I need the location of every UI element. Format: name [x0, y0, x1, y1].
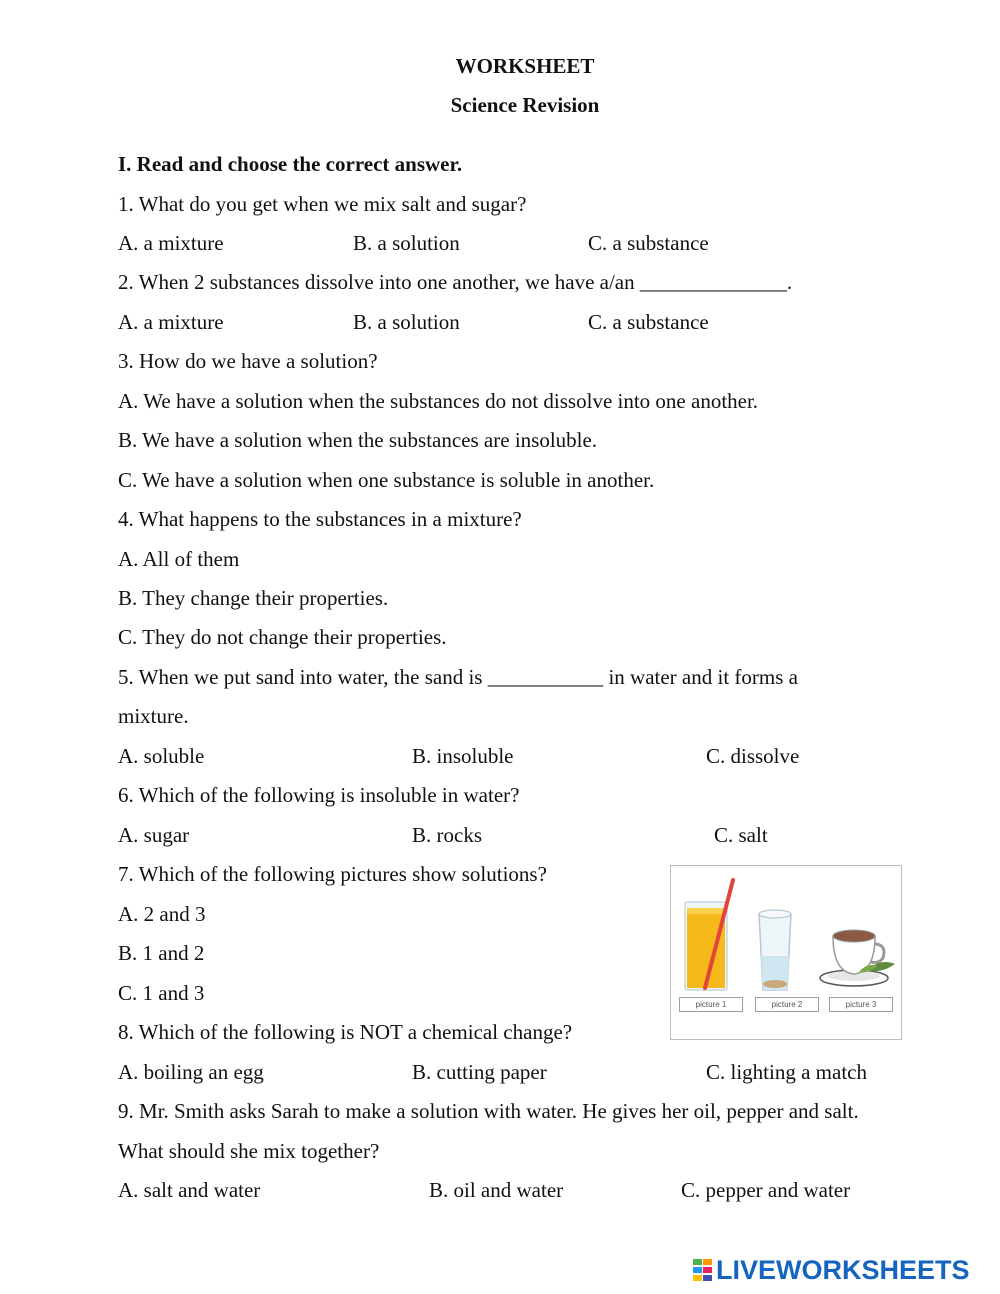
- question-3-text: 3. How do we have a solution?: [118, 349, 378, 373]
- question-4-option-a[interactable]: A. All of them: [118, 547, 240, 571]
- question-8-text: 8. Which of the following is NOT a chemical change?: [118, 1020, 573, 1044]
- question-5-option-c[interactable]: C. dissolve: [706, 744, 800, 768]
- tea-cup-icon: [820, 930, 895, 986]
- question-2-option-b[interactable]: B. a solution: [353, 310, 460, 334]
- liveworksheets-logo[interactable]: [692, 1255, 970, 1285]
- question-6-text: 6. Which of the following is insoluble in water?: [118, 783, 520, 807]
- drinks-illustration: [671, 866, 901, 1039]
- question-7-option-a[interactable]: A. 2 and 3: [118, 902, 206, 926]
- question-2-text: 2. When 2 substances dissolve into one another, we have a/an ______________.: [118, 270, 793, 294]
- question-9-option-b[interactable]: B. oil and water: [429, 1178, 564, 1202]
- question-9-text-continued: What should she mix together?: [118, 1139, 380, 1163]
- question-1-text: 1. What do you get when we mix salt and sugar?: [118, 192, 527, 216]
- question-1-option-c[interactable]: C. a substance: [588, 231, 709, 255]
- question-2-option-c[interactable]: C. a substance: [588, 310, 709, 334]
- question-5-text: 5. When we put sand into water, the sand is ___________ in water and it forms a: [118, 665, 798, 689]
- question-4-option-b[interactable]: B. They change their properties.: [118, 586, 389, 610]
- liveworksheets-brand-text: LIVEWORKSHEETS: [716, 1254, 970, 1285]
- worksheet-title: WORKSHEET: [455, 54, 595, 78]
- question-3-option-a[interactable]: A. We have a solution when the substances do not dissolve into one another.: [118, 389, 759, 413]
- picture-1-label: picture 1: [679, 997, 743, 1012]
- question-4-text: 4. What happens to the substances in a mixture?: [118, 507, 522, 531]
- question-6-option-c[interactable]: C. salt: [714, 823, 768, 847]
- picture-3-label: picture 3: [829, 997, 893, 1012]
- question-4-option-c[interactable]: C. They do not change their properties.: [118, 625, 447, 649]
- question-9-option-c[interactable]: C. pepper and water: [681, 1178, 851, 1202]
- question-5-text-continued: mixture.: [118, 704, 189, 728]
- question-6-option-a[interactable]: A. sugar: [118, 823, 190, 847]
- question-2-option-a[interactable]: A. a mixture: [118, 310, 224, 334]
- solutions-pictures-figure: [670, 865, 902, 1040]
- question-5-option-a[interactable]: A. soluble: [118, 744, 205, 768]
- question-8-option-c[interactable]: C. lighting a match: [706, 1060, 867, 1084]
- question-8-option-b[interactable]: B. cutting paper: [412, 1060, 547, 1084]
- worksheet-subtitle: Science Revision: [450, 93, 600, 117]
- picture-2-label: picture 2: [755, 997, 819, 1012]
- water-glass-icon: [759, 910, 791, 990]
- question-3-option-c[interactable]: C. We have a solution when one substance is soluble in another.: [118, 468, 655, 492]
- juice-glass-icon: [685, 880, 733, 990]
- question-9-option-a[interactable]: A. salt and water: [118, 1178, 261, 1202]
- section-heading: I. Read and choose the correct answer.: [118, 152, 463, 176]
- question-5-option-b[interactable]: B. insoluble: [412, 744, 514, 768]
- question-1-option-b[interactable]: B. a solution: [353, 231, 460, 255]
- question-3-option-b[interactable]: B. We have a solution when the substances are insoluble.: [118, 428, 598, 452]
- question-7-option-b[interactable]: B. 1 and 2: [118, 941, 205, 965]
- question-7-option-c[interactable]: C. 1 and 3: [118, 981, 205, 1005]
- liveworksheets-logo-icon: [692, 1258, 714, 1282]
- question-1-option-a[interactable]: A. a mixture: [118, 231, 224, 255]
- question-6-option-b[interactable]: B. rocks: [412, 823, 482, 847]
- question-7-text: 7. Which of the following pictures show solutions?: [118, 862, 547, 886]
- question-9-text: 9. Mr. Smith asks Sarah to make a solution with water. He gives her oil, pepper and salt.: [118, 1099, 859, 1123]
- question-8-option-a[interactable]: A. boiling an egg: [118, 1060, 264, 1084]
